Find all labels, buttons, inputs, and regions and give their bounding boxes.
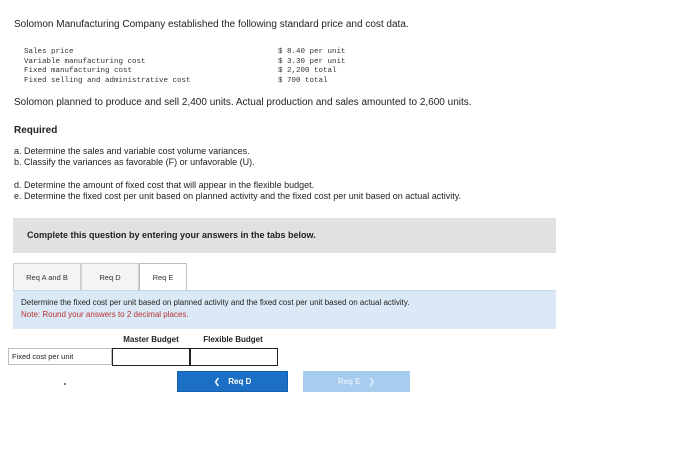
- cost-value: $ 3.30 per unit: [278, 57, 346, 66]
- panel-note: Note: Round your answers to 2 decimal places.: [21, 310, 189, 319]
- next-button-label: Req E: [337, 377, 361, 386]
- intro-text: Solomon Manufacturing Company established the following standard price and cost data.: [14, 19, 409, 30]
- prev-req-d-button[interactable]: [177, 371, 288, 392]
- decorative-dot: [64, 383, 66, 385]
- cost-label: Variable manufacturing cost: [24, 57, 146, 66]
- tab-req-d[interactable]: Req D: [81, 263, 139, 290]
- cost-row: [24, 48, 364, 58]
- requirement-item: d. Determine the amount of fixed cost that will appear in the flexible budget.: [14, 180, 315, 190]
- instruction-banner: [13, 218, 556, 253]
- tab-req-a-and-b[interactable]: Req A and B: [13, 263, 81, 290]
- cost-value: $ 8.40 per unit: [278, 48, 346, 56]
- cost-data-table: [24, 48, 364, 86]
- cost-label: Fixed selling and administrative cost: [24, 76, 191, 85]
- required-heading: Required: [14, 125, 58, 136]
- tab-req-e[interactable]: Req E: [139, 263, 187, 290]
- cost-value: $ 700 total: [278, 76, 328, 85]
- header-master-budget: Master Budget: [123, 335, 179, 344]
- cost-row: [24, 58, 364, 68]
- tab-bar: [13, 263, 187, 291]
- chevron-left-icon: ❮: [213, 377, 221, 386]
- flexible-budget-input[interactable]: [190, 348, 278, 366]
- requirement-item: e. Determine the fixed cost per unit based on planned activity and the fixed cost per unit based on actual activity.: [14, 191, 462, 201]
- cost-label: Sales price: [24, 48, 74, 56]
- cost-label: Fixed manufacturing cost: [24, 67, 133, 75]
- planned-text: Solomon planned to produce and sell 2,400 units. Actual production and sales amounted to 2,600 units.: [14, 97, 472, 108]
- requirement-item: a. Determine the sales and variable cost volume variances.: [14, 146, 250, 156]
- requirement-item: b. Classify the variances as favorable (F) or unfavorable (U).: [14, 157, 255, 167]
- header-flexible-budget: Flexible Budget: [203, 335, 263, 344]
- question-panel: [13, 290, 556, 329]
- next-req-e-button[interactable]: [303, 371, 410, 392]
- master-budget-input[interactable]: [112, 348, 190, 366]
- banner-text: Complete this question by entering your answers in the tabs below.: [27, 230, 316, 240]
- row-label-fixed-cost-per-unit: Fixed cost per unit: [8, 348, 112, 365]
- requirement-list-ab: [14, 146, 255, 168]
- requirement-list-de: [14, 180, 461, 202]
- cost-value: $ 2,200 total: [278, 67, 337, 75]
- chevron-right-icon: ❯: [368, 377, 376, 386]
- panel-question: Determine the fixed cost per unit based on planned activity and the fixed cost per unit based on actual activity.: [21, 298, 410, 307]
- prev-button-label: Req D: [228, 377, 252, 386]
- cost-row: [24, 67, 364, 77]
- cost-row: [24, 77, 364, 87]
